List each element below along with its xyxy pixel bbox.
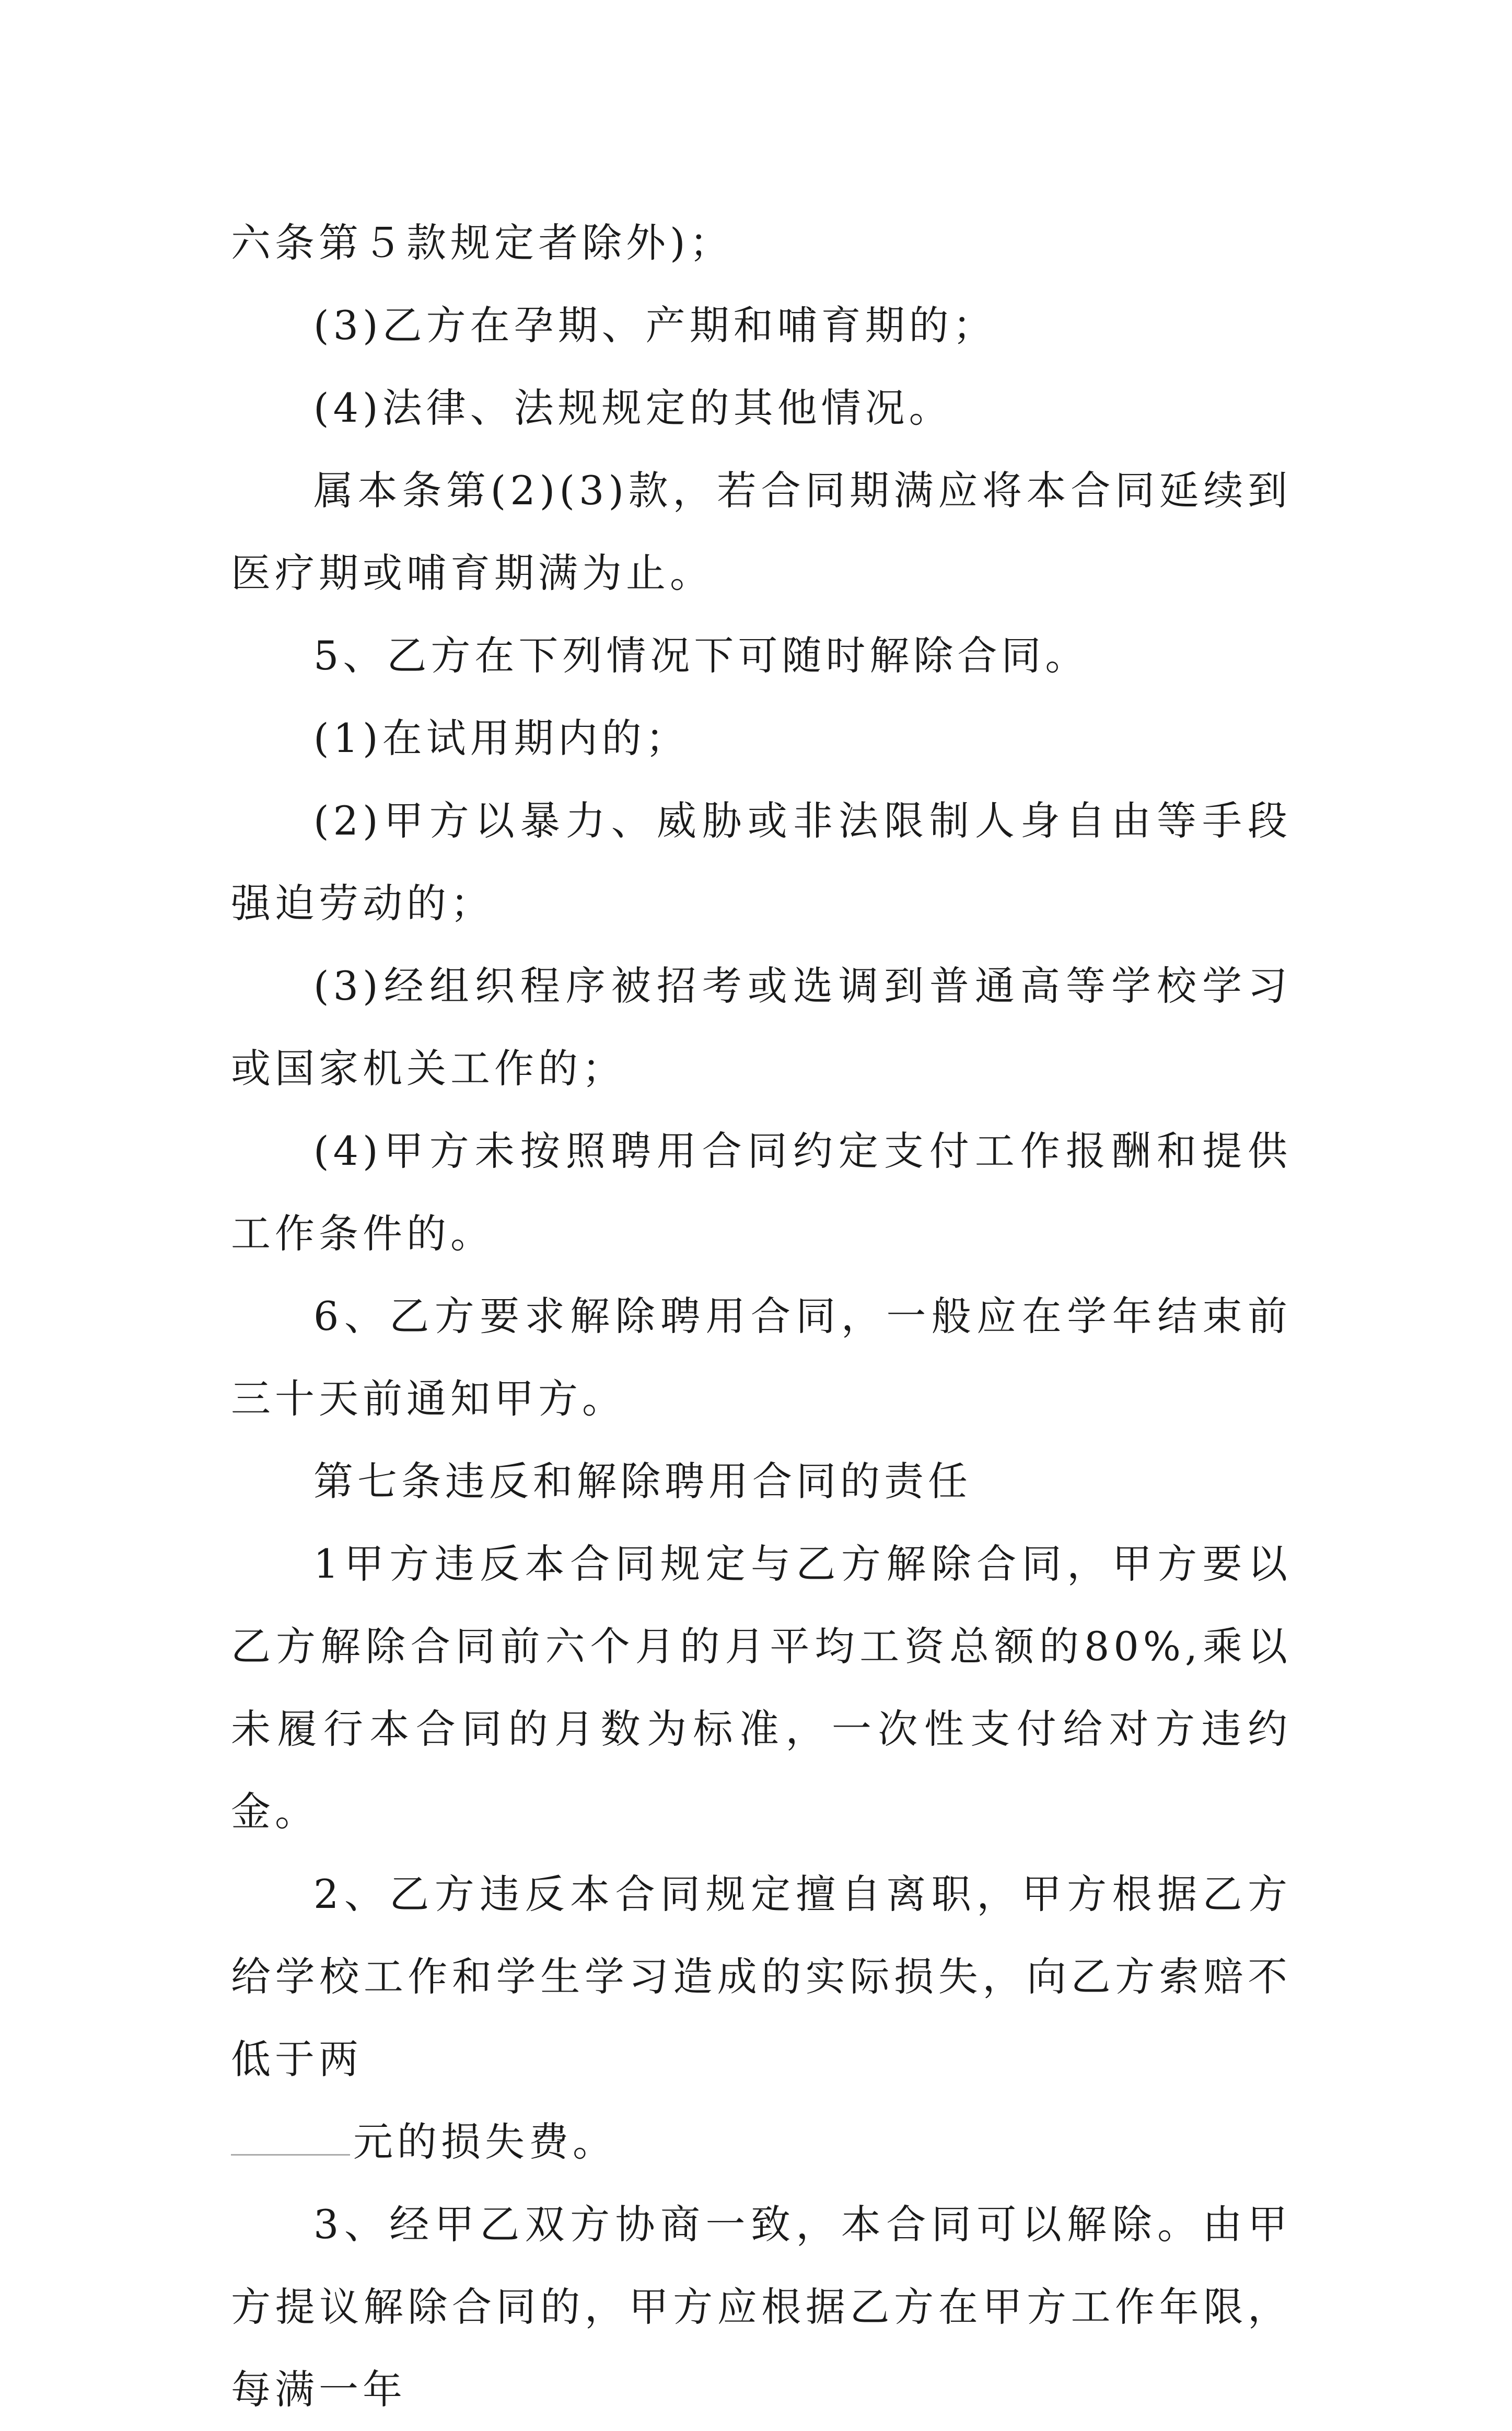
document-body [231, 202, 1292, 2431]
paragraph: 5、乙方在下列情况下可随时解除合同。 [313, 632, 1089, 679]
paragraph: 属本条第(2)(3)款，若合同期满应将本合同延续到医疗期或哺育期满为止。 [231, 467, 1292, 596]
paragraph: (3)经组织程序被招考或选调到普通高等学校学习或国家机关工作的； [231, 963, 1292, 1092]
paragraph: (4)甲方未按照聘用合同约定支付工作报酬和提供工作条件的。 [231, 1128, 1292, 1257]
paragraph: 3、经甲乙双方协商一致，本合同可以解除。由甲方提议解除合同的，甲方应根据乙方在甲方工作年限，每满一年 [231, 2201, 1292, 2413]
paragraph-with-blank [231, 2101, 1292, 2183]
paragraph: 6、乙方要求解除聘用合同，一般应在学年结束前三十天前通知甲方。 [231, 1293, 1292, 1422]
paragraph: 2、乙方违反本合同规定擅自离职，甲方根据乙方给学校工作和学生学习造成的实际损失，向乙方索赔不低于两 [231, 1871, 1292, 2082]
paragraph: (3)乙方在孕期、产期和哺育期的； [313, 302, 997, 349]
paragraph-text: 元的损失费。 [353, 2119, 617, 2165]
paragraph: (2)甲方以暴力、威胁或非法限制人身自由等手段强迫劳动的； [231, 797, 1292, 927]
paragraph: 六条第５款规定者除外)； [231, 219, 734, 266]
paragraph: (4)法律、法规规定的其他情况。 [313, 385, 953, 431]
fill-in-blank [231, 2153, 350, 2156]
section-heading: 第七条违反和解除聘用合同的责任 [313, 1458, 972, 1504]
paragraph: (1)在试用期内的； [313, 715, 690, 761]
paragraph: 1甲方违反本合同规定与乙方解除合同，甲方要以乙方解除合同前六个月的月平均工资总额的80%,乘以未履行本合同的月数为标准，一次性支付给对方违约金。 [231, 1541, 1292, 1835]
